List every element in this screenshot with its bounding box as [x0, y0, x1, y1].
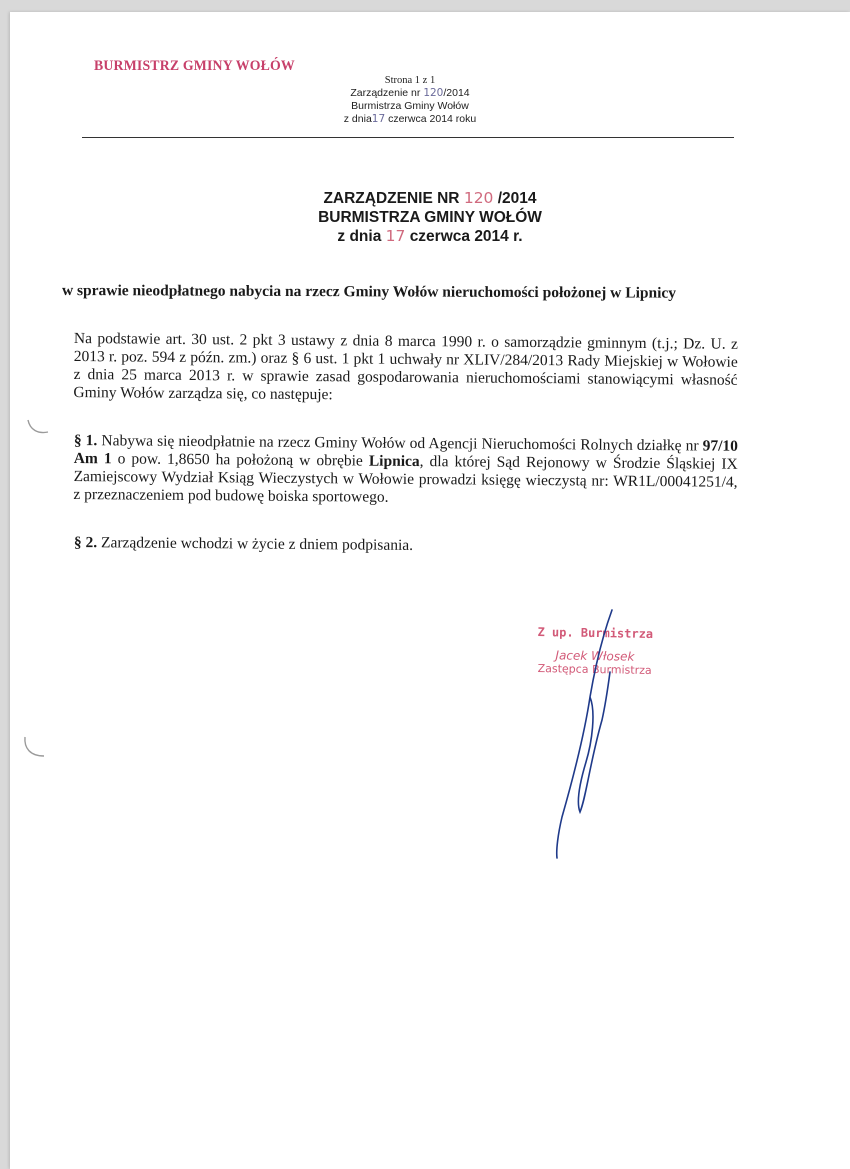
- signature-stroke: [557, 610, 612, 858]
- header-ref-line: [330, 87, 490, 100]
- header-date-day: 17: [371, 113, 386, 125]
- header-reference: [330, 74, 490, 126]
- section-1-paragraph: [73, 432, 738, 510]
- header-date-suffix: czerwca 2014 roku: [388, 113, 477, 125]
- title-date-day: 17: [385, 227, 406, 245]
- header-ref-issuer: Burmistrza Gminy Wołów: [351, 100, 469, 112]
- title-suffix: /2014: [497, 190, 537, 207]
- section-1-text-a: Nabywa się nieodpłatnie na rzecz Gminy Wołów od Agencji Nieruchomości Rolnych działkę nr: [101, 432, 699, 455]
- section-2-text: Zarządzenie wchodzi w życie z dniem podpisania.: [100, 534, 414, 554]
- header-ref-number: 120: [423, 87, 444, 99]
- document-subject: w sprawie nieodpłatnego nabycia na rzecz Gminy Wołów nieruchomości położonej w Lipnicy: [61, 282, 677, 302]
- title-date: [210, 227, 650, 246]
- page-indicator: Strona 1 z 1: [384, 75, 436, 86]
- header-divider: [82, 137, 734, 138]
- title-number: 120: [463, 189, 494, 207]
- header-ref-date: [330, 113, 490, 126]
- title-line-1: [210, 189, 650, 208]
- document-title: [210, 189, 650, 246]
- header-ref-prefix: Zarządzenie nr: [350, 87, 421, 99]
- title-date-prefix: z dnia: [337, 228, 382, 245]
- signature-stamp-authority: Z up. Burmistrza: [537, 624, 654, 642]
- section-1-text-c: , dla której Sąd Rejonowy w Środzie Śląskiej IX Zamiejscowy Wydział Ksiąg Wieczystych w Wołowie prowadzi księgę wieczystą nr: WR1L/00041251/4, z przeznaczeniem pod budowę boiska sportowego.: [73, 453, 738, 506]
- title-date-suffix: czerwca 2014 r.: [409, 228, 523, 245]
- section-1-plot: 97/10 Am 1: [73, 437, 739, 468]
- title-prefix: ZARZĄDZENIE NR: [323, 190, 460, 207]
- punch-hole-mark-upper: [24, 416, 52, 438]
- section-1-text-b: o pow. 1,8650 ha położoną w obrębie: [117, 450, 363, 470]
- signature-stamp-role: Zastępca Burmistrza: [537, 662, 652, 677]
- header-ref-suffix: /2014: [443, 87, 470, 99]
- section-1-place: Lipnica: [368, 452, 420, 471]
- document-page: [10, 12, 850, 1169]
- section-2-paragraph: [74, 534, 574, 556]
- punch-hole-mark-lower: [20, 734, 48, 760]
- office-stamp: BURMISTRZ GMINY WOŁÓW: [94, 58, 295, 74]
- section-1-mark: § 1.: [73, 432, 98, 450]
- handwritten-signature: [540, 602, 630, 862]
- signature-stamp-name: Jacek Włosek: [555, 648, 635, 664]
- title-issuer: BURMISTRZA GMINY WOŁÓW: [318, 209, 542, 226]
- section-2-mark: § 2.: [73, 534, 98, 552]
- header-date-prefix: z dnia: [343, 113, 372, 125]
- preamble-paragraph: Na podstawie art. 30 ust. 2 pkt 3 ustawy z dnia 8 marca 1990 r. o samorządzie gminnym (t.j.; Dz. U. z 2013 r. poz. 594 z późn. zm.) oraz § 6 ust. 1 pkt 1 uchwały nr XLIV/284/2013 Rady Miejskiej w Wołowie z dnia 25 marca 2013 r. w sprawie zasad gospodarowania nieruchomościami stanowiącymi własność Gminy Wołów zarządza się, co następuje:: [73, 330, 738, 404]
